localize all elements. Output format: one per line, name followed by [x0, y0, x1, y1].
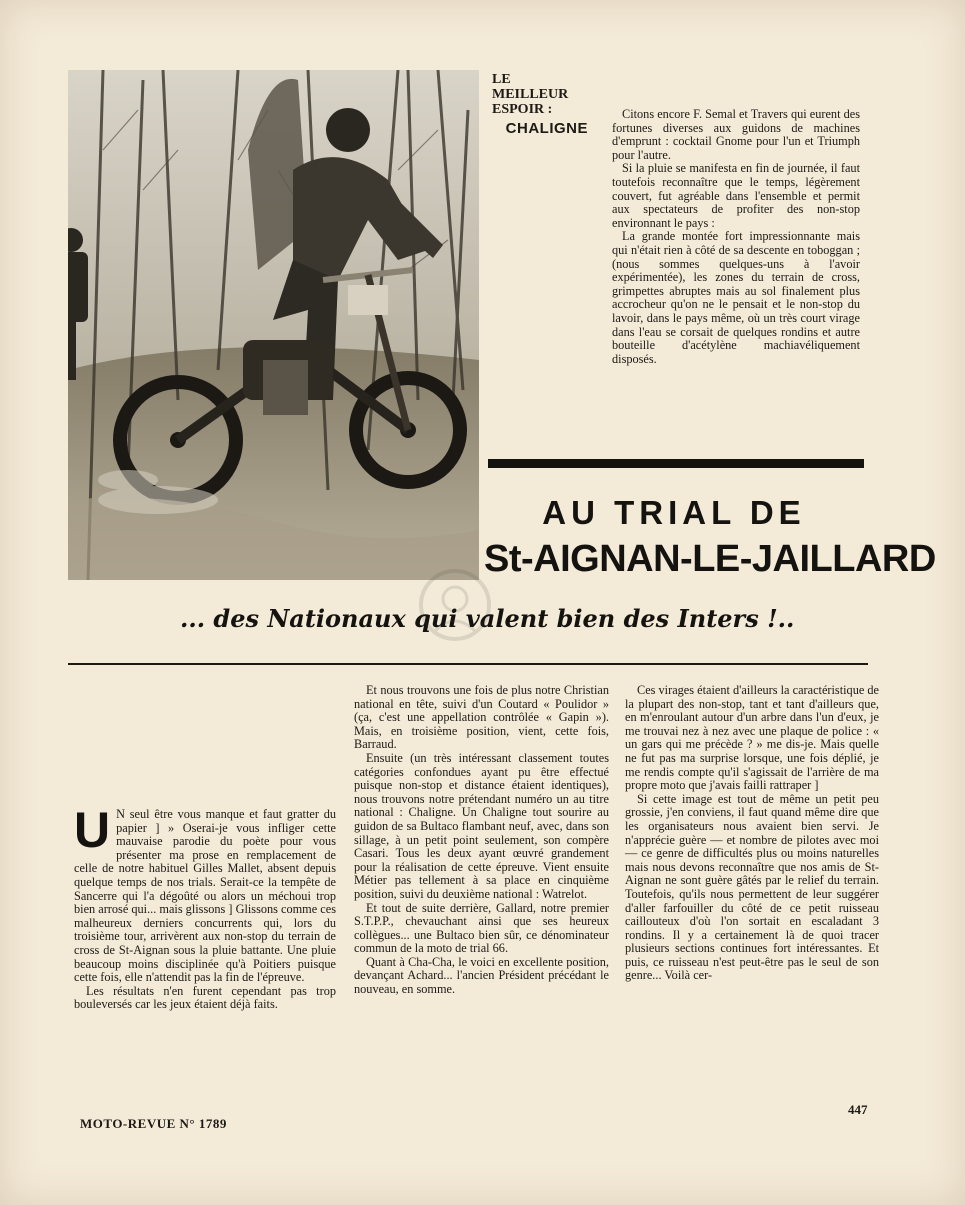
- page-number: 447: [848, 1102, 868, 1117]
- column-paragraph: Les résultats n'en furent cependant pas trop bouleversés car les jeux étaient déjà faits.: [74, 983, 336, 1012]
- article-title-line-2: St-AIGNAN-LE-JAILLARD: [484, 538, 936, 580]
- article-title-line-1: AU TRIAL DE: [542, 494, 806, 531]
- trial-rider-illustration: [68, 70, 479, 580]
- column-paragraph: Et tout de suite derrière, Gallard, notre premier S.T.P.P., chevauchant ainsi que ses heureux collègues... une Bultaco bien sûr, ce dénominateur commun de la moto de trial 66.: [354, 900, 609, 956]
- column-paragraph: N seul être vous manque et faut gratter du papier ] » Oserai-je vous infliger cette mauvaise parodie du poète pour vous présenter ma prose en remplacement de celle de notre habituel Gilles Mallet, absent depuis quelque temps de nos trials. Serait-ce la tempête de Sancerre qui l'a dégoûté ou alors un méchoui trop bien arrosé qui... mais glissons ] Glissons comme ces malheureux derniers concurrents qui, lors du troisième tour, arrivèrent aux non-stop du terrain de cross de St-Aignan sous la pluie battante. Une pluie beaucoup moins disciplinée qu'à Poitiers puisque cette fois, elle n'attendit pas la fin de l'épreuve.: [74, 807, 336, 985]
- caption-line-1: LE: [492, 72, 511, 87]
- intro-text-block: [612, 108, 860, 366]
- caption-line-3: ESPOIR :: [492, 102, 553, 117]
- column-paragraph: Quant à Cha-Cha, le voici en excellente position, devançant Achard... l'ancien Président précédant le nouveau, en somme.: [354, 954, 609, 997]
- intro-paragraph: Si la pluie se manifesta en fin de journée, il faut toutefois reconnaître que le temps, légèrement couvert, fut agréable dans l'ensemble et permit aux spectateurs de profiter des non-stop environnant le pays :: [612, 161, 860, 230]
- column-paragraph: Et nous trouvons une fois de plus notre Christian national en tête, suivi d'un Coutard « Poulidor » (ça, c'est une appellation contrôlée « Gapin »). Mais, en troisième position, vient, cette fois, Barraud.: [354, 683, 609, 752]
- article-column-3: [625, 684, 879, 983]
- article-column-2: [354, 684, 609, 997]
- caption-line-2: MEILLEUR: [492, 87, 569, 102]
- watermark-logo: [415, 565, 495, 645]
- column-paragraph: Ensuite (un très intéressant classement toutes catégories confondues ayant pu être effectué puisque non-stop et distance étaient identiques), nous trouvons notre prétendant numéro un au titre national : Chaligne. Un Chaligne tout sourire au guidon de sa Bultaco flambant neuf, avec, dans son sillage, à un petit point seulement, son compère Casari. Tous les deux ayant œuvré grandement pour la réalisation de cette épreuve. Vient ensuite Métier pas tellement à sa place en cinquième position, suivi du deuxième national : Watrelot.: [354, 750, 609, 901]
- column-paragraph: Ces virages étaient d'ailleurs la caractéristique de la plupart des non-stop, tant et tant d'ailleurs que, en m'enroulant autour d'un arbre dans l'un d'eux, je me trouvai nez à nez avec une plaque de police : « un gars qui me précède ? » me dis-je. Mais quelle ne fut pas ma surprise lorsque, une fois déplié, je me rendis compte qu'il s'agissait de l'arrière de ma propre moto que j'avais failli rattraper ]: [625, 683, 879, 793]
- drop-cap: U: [74, 802, 111, 858]
- motorcycle-photo: [68, 70, 479, 580]
- article-column-1: [74, 802, 336, 1012]
- title-top-rule: [488, 459, 864, 468]
- title-bottom-rule: [68, 663, 868, 665]
- photo-caption: [492, 72, 588, 136]
- column-paragraph: Si cette image est tout de même un petit peu grossie, j'en conviens, il faut quand même dire que les organisateurs nous avaient bien servi. Je n'apprécie guère — et nombre de pilotes avec moi — ce genre de difficultés plus ou moins naturelles mais nous devons reconnaître que nos amis de St-Aignan ne sont guère gâtés par le relief du terrain. Toutefois, qu'ils nous permettent de leur suggérer d'aller farfouiller du côté de ce petit ruisseau caillouteux d'où l'on sortait en escaladant 3 rondins. Il y a certainement là de quoi tracer plusieurs sections continues fort intéressantes. Et puis, ce ruisseau n'est peut-être pas le seul de son genre... Voilà cer-: [625, 791, 879, 983]
- magazine-footer: MOTO-REVUE N° 1789: [80, 1116, 227, 1131]
- intro-paragraph: La grande montée fort impressionnante mais qui n'était rien à côté de sa descente en toboggan ; (nous sommes quelques-uns à l'avoir expérimentée), les zones du terrain de cross, grimpettes abruptes mais au sol finalement plus accrocheur qu'on ne le pensait et le non-stop du lavoir, dans le pays même, où un très court virage dans l'eau se corsait de quelques rondins et autre bouteille d'acétylène machiavéliquement disposés.: [612, 229, 860, 366]
- caption-rider-name: CHALIGNE: [505, 120, 588, 137]
- intro-paragraph: Citons encore F. Semal et Travers qui eurent des fortunes diverses aux guidons de machines d'emprunt : cocktail Gnome pour l'un et Triumph pour l'autre.: [612, 107, 860, 162]
- article-subtitle: ... des Nationaux qui valent bien des Inters !..: [180, 604, 795, 633]
